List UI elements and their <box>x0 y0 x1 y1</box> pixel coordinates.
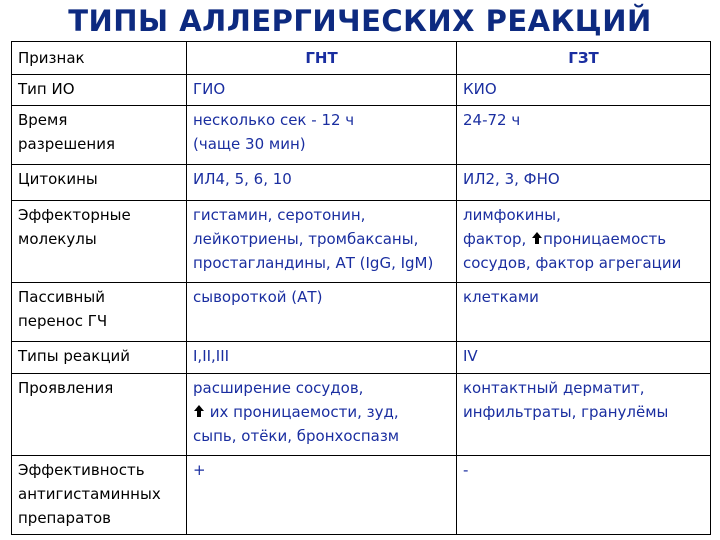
cell-text: антигистаминных <box>18 485 161 503</box>
cell-text: простагландины, АТ (IgG, IgM) <box>193 254 434 272</box>
up-arrow-icon <box>193 404 205 418</box>
cell-text: проницаемость <box>543 230 667 248</box>
cell-text: Пассивный <box>18 288 105 306</box>
cell-text: Эффекторные <box>18 206 131 224</box>
up-arrow-icon <box>531 231 543 245</box>
cell-text: (чаще 30 мин) <box>193 135 306 153</box>
cell-text: перенос ГЧ <box>18 312 108 330</box>
cell-text: Цитокины <box>18 170 98 188</box>
gnt-cell <box>187 283 457 342</box>
cell-text: разрешения <box>18 135 115 153</box>
gzt-cell <box>457 201 711 283</box>
feature-cell <box>12 201 187 283</box>
cell-text: ГИО <box>193 80 226 98</box>
table-row <box>12 75 711 106</box>
gzt-cell <box>457 75 711 106</box>
cell-text: инфильтраты, гранулёмы <box>463 403 669 421</box>
page-title: ТИПЫ АЛЛЕРГИЧЕСКИХ РЕАКЦИЙ <box>68 4 652 38</box>
cell-text: Тип ИО <box>18 80 75 98</box>
gzt-cell <box>457 165 711 201</box>
cell-line <box>463 227 704 251</box>
header-feature: Признак <box>12 42 187 75</box>
cell-text: сывороткой (АТ) <box>193 288 323 306</box>
gzt-cell <box>457 456 711 535</box>
table-row <box>12 165 711 201</box>
gzt-cell <box>457 342 711 374</box>
gnt-cell <box>187 374 457 456</box>
gnt-cell <box>187 342 457 374</box>
cell-text: Время <box>18 111 68 129</box>
cell-text: КИО <box>463 80 497 98</box>
cell-line <box>193 400 450 424</box>
cell-text: гистамин, серотонин, <box>193 206 366 224</box>
table-row <box>12 283 711 342</box>
table-row <box>12 374 711 456</box>
cell-text: сыпь, отёки, бронхоспазм <box>193 427 400 445</box>
cell-text: сосудов, фактор агрегации <box>463 254 682 272</box>
cell-text: лимфокины, <box>463 206 561 224</box>
cell-text: + <box>193 461 206 479</box>
feature-cell <box>12 374 187 456</box>
header-gzt: ГЗТ <box>457 42 711 75</box>
gnt-cell <box>187 75 457 106</box>
gnt-cell <box>187 201 457 283</box>
cell-text: Эффективность <box>18 461 145 479</box>
table-header-row <box>12 42 711 75</box>
table-row <box>12 106 711 165</box>
header-gnt: ГНТ <box>187 42 457 75</box>
cell-text: 24-72 ч <box>463 111 521 129</box>
cell-text: молекулы <box>18 230 97 248</box>
table-row <box>12 342 711 374</box>
feature-cell <box>12 165 187 201</box>
gnt-cell <box>187 106 457 165</box>
feature-cell <box>12 106 187 165</box>
gnt-cell <box>187 165 457 201</box>
feature-cell <box>12 342 187 374</box>
gzt-cell <box>457 283 711 342</box>
cell-text: их проницаемости, зуд, <box>209 403 399 421</box>
cell-text: ИЛ4, 5, 6, 10 <box>193 170 292 188</box>
cell-text: - <box>463 461 469 479</box>
cell-text: Проявления <box>18 379 114 397</box>
cell-text: IV <box>463 347 478 365</box>
gzt-cell <box>457 106 711 165</box>
cell-text: несколько сек - 12 ч <box>193 111 355 129</box>
allergic-reactions-table <box>11 41 711 535</box>
gzt-cell <box>457 374 711 456</box>
cell-text: лейкотриены, тромбаксаны, <box>193 230 419 248</box>
feature-cell <box>12 75 187 106</box>
feature-cell <box>12 283 187 342</box>
cell-text: I,II,III <box>193 347 230 365</box>
table-row <box>12 456 711 535</box>
cell-text: расширение сосудов, <box>193 379 364 397</box>
cell-text: препаратов <box>18 509 112 527</box>
cell-text: ИЛ2, 3, ФНО <box>463 170 560 188</box>
cell-text: контактный дерматит, <box>463 379 645 397</box>
cell-text: Типы реакций <box>18 347 131 365</box>
gnt-cell <box>187 456 457 535</box>
feature-cell <box>12 456 187 535</box>
cell-text: фактор, <box>463 230 527 248</box>
table-row <box>12 201 711 283</box>
cell-text: клетками <box>463 288 539 306</box>
